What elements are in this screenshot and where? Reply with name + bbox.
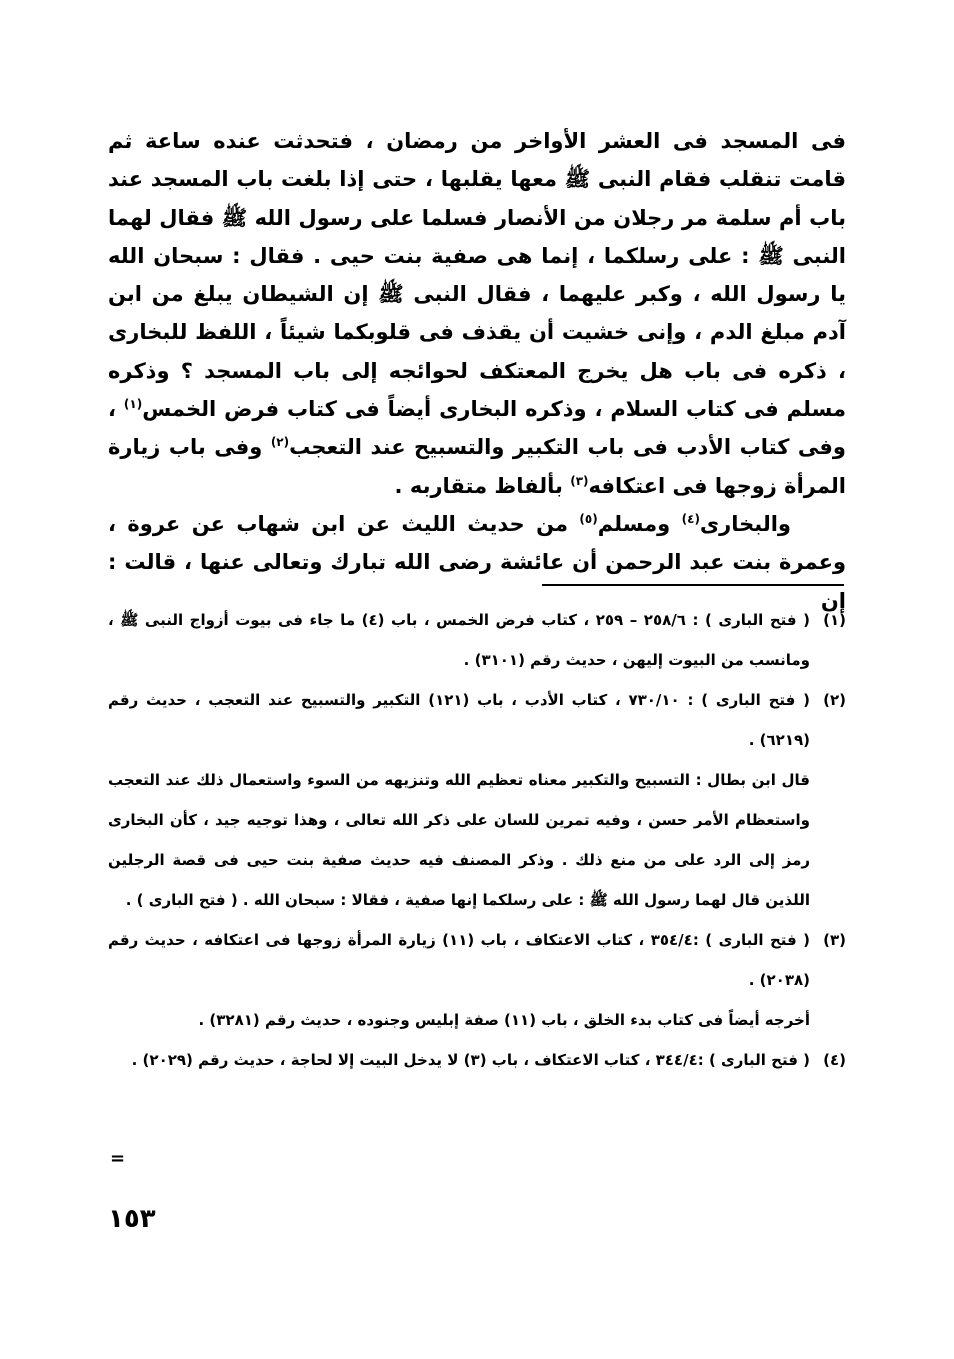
footnote-ref-3[interactable]: (٣) — [570, 473, 589, 488]
main-text — [108, 122, 846, 620]
footnote-text: ( فتح البارى ) : ٧٣٠/١٠ ، كتاب الأدب ، باب (١٢١) التكبير والتسبيح عند التعجب ، حديث رقم (٦٢١٩) . — [108, 691, 811, 749]
page-number: ١٥٣ — [108, 1204, 156, 1234]
footnote-number: (٣) — [823, 931, 846, 949]
main-paragraph-2: والبخارى$^{(٤)}$ ومسلم$^{(٥)}$ من حديث الليث عن ابن شهاب عن عروة ، وعمرة بنت عبد الرحمن أن عائشة رضى الله تبارك وتعالى عنها ، قالت : إن — [108, 511, 846, 613]
footnote-3 — [108, 920, 846, 1000]
footnotes — [108, 600, 846, 1080]
main-paragraph-1: فى المسجد فى العشر الأواخر من رمضان ، فتحدثت عنده ساعة ثم قامت تنقلب فقام النبى ﷺ معها يقلبها ، حتى إذا بلغت باب المسجد عند باب أم سلمة مر رجلان من الأنصار فسلما على رسول الله ﷺ فقال لهما النبى ﷺ : على رسلكما ، إنما هى صفية بنت حيى . فقال : سبحان الله يا رسول الله ، وكبر عليهما ، فقال النبى ﷺ إن الشيطان يبلغ من ابن آدم مبلغ الدم ، وإنى خشيت أن يقذف فى قلوبكما شيئاً ، اللفظ للبخارى ، ذكره فى باب هل يخرج المعتكف لحوائجه إلى باب المسجد ؟ وذكره مسلم فى كتاب السلام ، وذكره البخارى أيضاً فى كتاب فرض الخمس$^{(١)}$ ، وفى كتاب الأدب فى باب التكبير والتسبيح عند التعجب$^{(٢)}$ وفى باب زيارة المرأة زوجها فى اعتكافه$^{(٣)}$ بألفاظ متقاربه . — [108, 129, 847, 498]
footnote-2 — [108, 680, 846, 760]
footnote-number: (٤) — [823, 1051, 846, 1069]
footnote-ref-1[interactable]: (١) — [123, 397, 143, 412]
footnote-text: ( فتح البارى ) :٣٤٤/٤ ، كتاب الاعتكاف ، باب (٣) لا يدخل البيت إلا لحاجة ، حديث رقم (٢٠٢٩) . — [131, 1051, 810, 1069]
footnote-divider — [542, 584, 844, 586]
footnote-text: ( فتح البارى ) : ٢٥٨/٦ – ٢٥٩ ، كتاب فرض الخمس ، باب (٤) ما جاء فى بيوت أزواج النبى ﷺ ، ومانسب من البيوت إليهن ، حديث رقم (٣١٠١) . — [108, 611, 810, 669]
footnote-1 — [108, 600, 846, 680]
footnote-4 — [108, 1040, 846, 1080]
footnote-3-commentary: أخرجه أيضاً فى كتاب بدء الخلق ، باب (١١) صفة إبليس وجنوده ، حديث رقم (٣٢٨١) . — [198, 1011, 810, 1029]
footnote-number: (٢) — [823, 691, 846, 709]
continuation-mark: = — [110, 1148, 126, 1169]
footnote-ref-4[interactable]: (٤) — [681, 511, 700, 526]
footnote-number: (١) — [823, 611, 846, 629]
footnote-ref-2[interactable]: (٢) — [270, 435, 290, 450]
footnote-2-commentary: قال ابن بطال : التسبيح والتكبير معناه تعظيم الله وتنزيهه من السوء واستعمال ذلك عند التعجب واستعظام الأمر حسن ، وفيه تمرين للسان على ذكر الله تعالى ، وهذا توجيه جيد ، كأن البخارى رمز إلى الرد على من منع ذلك . وذكر المصنف فيه حديث صفية بنت حيى فى قصة الرجلين اللذين قال لهما رسول الله ﷺ : على رسلكما إنها صفية ، فقالا : سبحان الله . ( فتح البارى ) . — [108, 771, 810, 909]
footnote-text: ( فتح البارى ) :٣٥٤/٤ ، كتاب الاعتكاف ، باب (١١) زيارة المرأة زوجها فى اعتكافه ، حديث رقم (٢٠٣٨) . — [108, 931, 811, 989]
footnote-ref-5[interactable]: (٥) — [579, 511, 598, 526]
